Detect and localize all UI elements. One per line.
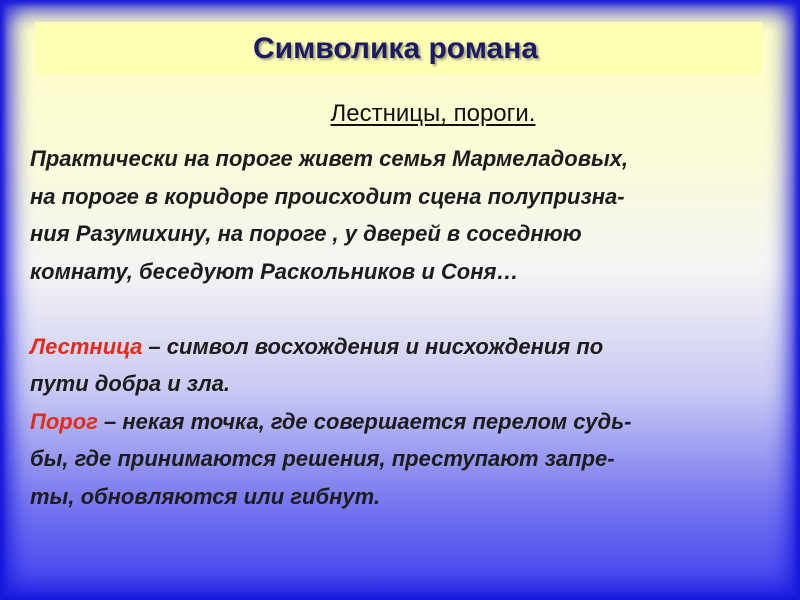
threshold-term: Порог [30,408,98,434]
body-line: ты, обновляются или гибнут. [30,483,380,509]
paragraph-gap [30,290,790,328]
body-line: ния Разумихину, на пороге , у дверей в соседнюю [30,221,582,246]
body-line: бы, где принимаются решения, преступают запре- [30,446,615,471]
threshold-definition [30,403,790,441]
body-line: на пороге в коридоре происходит сцена полупризна- [30,183,625,209]
slide-subtitle: Лестницы, пороги. [330,100,536,127]
ladder-definition-text: – символ восхождения и нисхождения по [142,333,604,359]
slide-title: Символика романа [253,32,538,65]
body-line: комнату, беседуют Раскольников и Соня… [30,258,519,284]
body-line: Практически на пороге живет семья Мармеладовых, [30,146,629,171]
title-bar [35,22,762,74]
body-line: пути добра и зла. [30,371,231,396]
ladder-term: Лестница [30,333,143,359]
slide-body [30,140,790,515]
ladder-definition [30,328,790,366]
threshold-definition-text: – некая точка, где совершается перелом судь- [97,408,632,434]
